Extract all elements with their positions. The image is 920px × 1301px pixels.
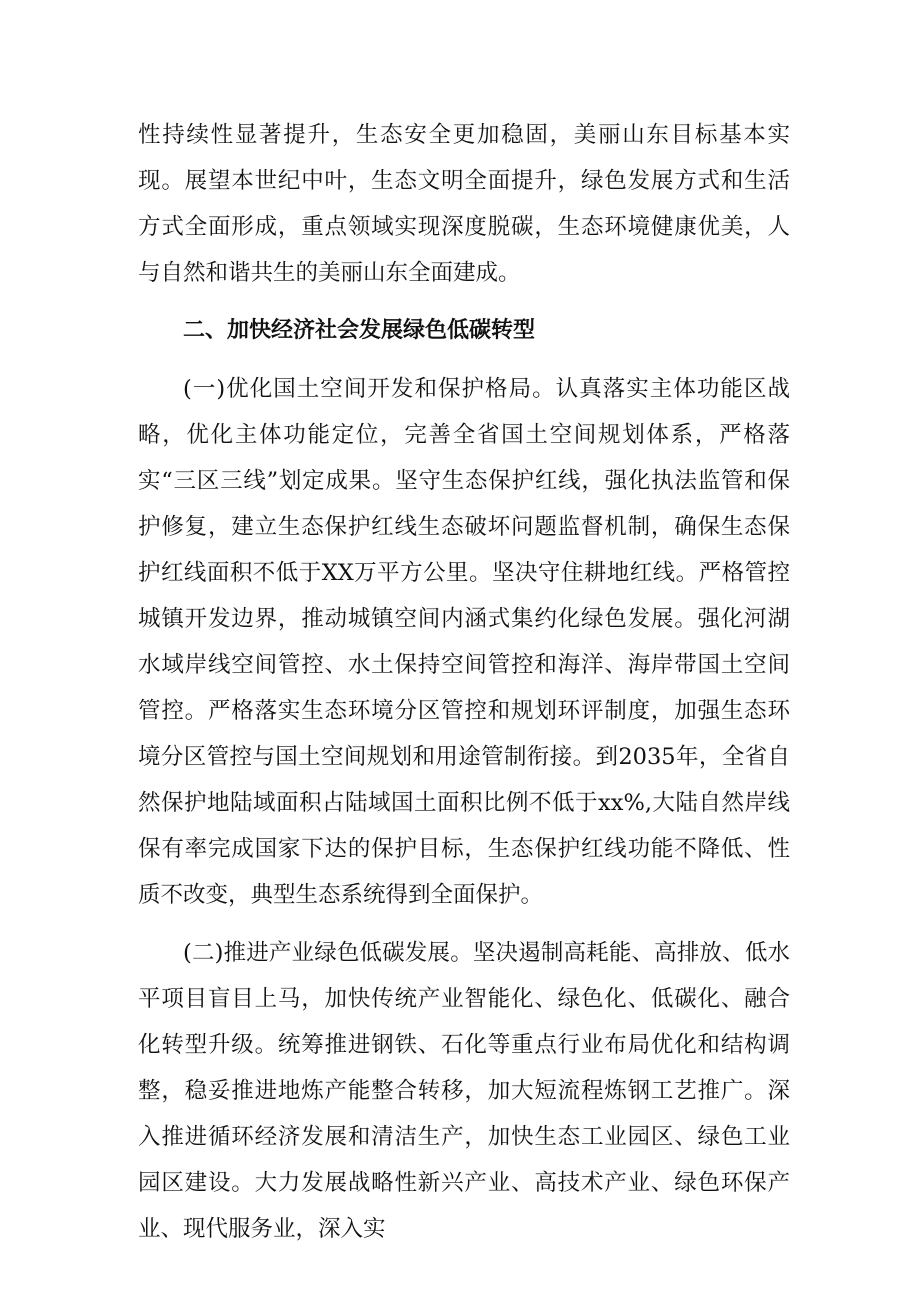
paragraph-goals-summary: 性持续性显著提升，生态安全更加稳固，美丽山东目标基本实现。展望本世纪中叶，生态文明全面提升，绿色发展方式和生活方式全面形成，重点领域实现深度脱碳，生态环境健康优美，人与自然和谐共生的美丽山东全面建成。 — [138, 122, 790, 286]
paragraph-land-space-protection: (一)优化国土空间开发和保护格局。认真落实主体功能区战略，优化主体功能定位，完善全省国土空间规划体系，严格落实“三区三线”划定成果。坚守生态保护红线，强化执法监管和保护修复，建立生态保护红线生态破坏问题监督机制，确保生态保护红线面积不低于XX万平方公里。坚决守住耕地红线。严格管控城镇开发边界，推动城镇空间内涵式集约化绿色发展。强化河湖水域岸线空间管控、水土保持空间管控和海洋、海岸带国土空间管控。严格落实生态环境分区管控和规划环评制度，加强生态环境分区管控与国土空间规划和用途管制衔接。到2035年，全省自然保护地陆域面积占陆域国土面积比例不低于xx%,大陆自然岸线保有率完成国家下达的保护目标，生态保护红线功能不降低、性质不改变，典型生态系统得到全面保护。 — [138, 376, 790, 908]
section-heading-green-transition: 二、加快经济社会发展绿色低碳转型 — [183, 318, 536, 343]
document-body — [138, 112, 790, 1264]
paragraph-industry-green-development: (二)推进产业绿色低碳发展。坚决遏制高耗能、高排放、低水平项目盲目上马，加快传统产业智能化、绿色化、低碳化、融合化转型升级。统筹推进钢铁、石化等重点行业布局优化和结构调整，稳妥推进地炼产能整合转移，加大短流程炼钢工艺推广。深入推进循环经济发展和清洁生产，加快生态工业园区、绿色工业园区建设。大力发展战略性新兴产业、高技术产业、绿色环保产业、现代服务业，深入实 — [138, 940, 790, 1242]
